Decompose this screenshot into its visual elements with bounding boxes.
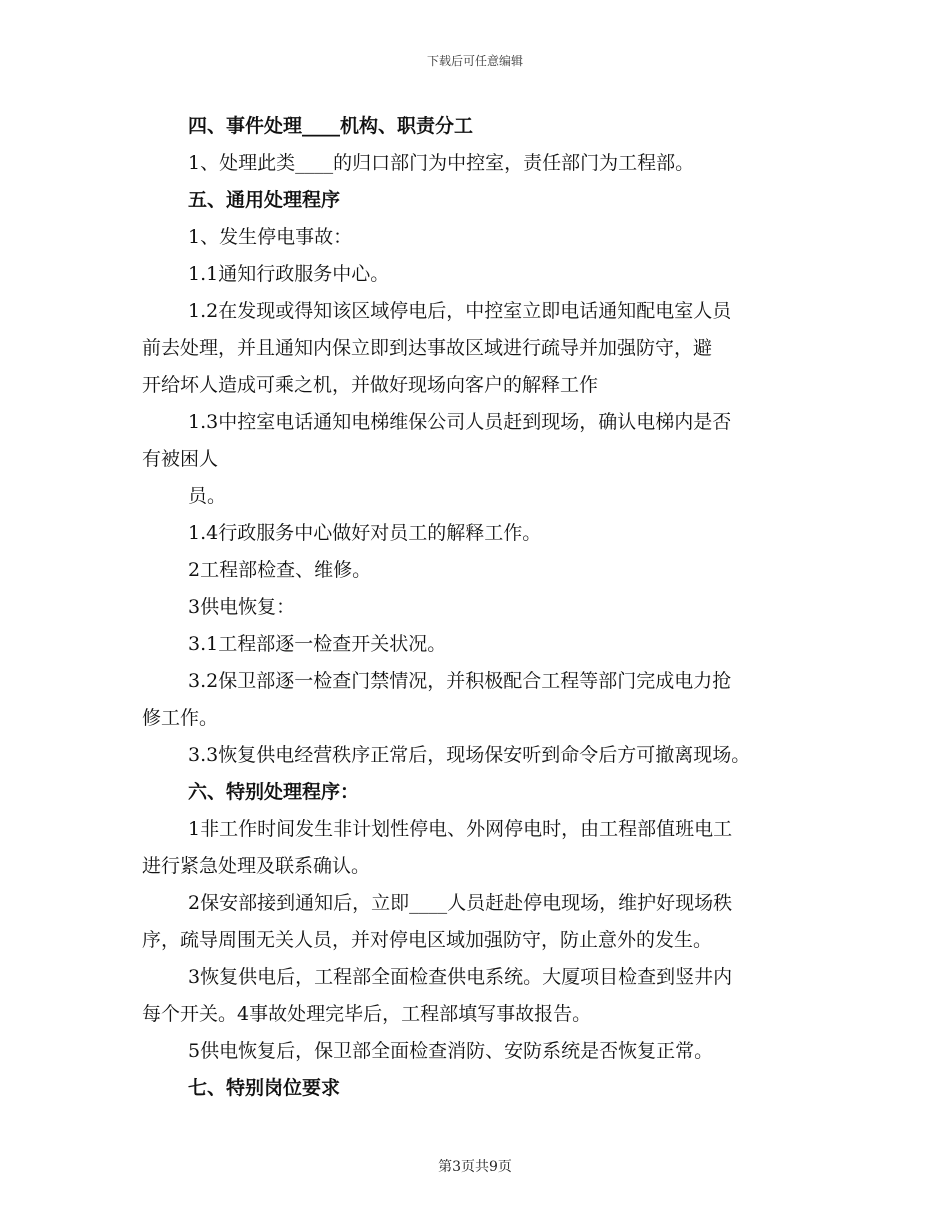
- section-heading: 六、特别处理程序：: [188, 781, 360, 803]
- paragraph-line: 1、发生停电事故：: [188, 226, 353, 248]
- paragraph-line: 1.4行政服务中心做好对员工的解释工作。: [188, 522, 542, 544]
- paragraph-line: 3.1工程部逐一检查开关状况。: [188, 633, 447, 655]
- paragraph-line: 前去处理，并且通知内保立即到达事故区域进行疏导并加强防守，避: [142, 337, 713, 359]
- paragraph-line: 员。: [188, 485, 227, 507]
- paragraph-line: 有被困人: [142, 448, 219, 470]
- paragraph-line: 开给坏人造成可乘之机，并做好现场向客户的解释工作: [142, 374, 599, 396]
- paragraph-line: 进行紧急处理及联系确认。: [142, 855, 371, 877]
- paragraph-line: 1非工作时间发生非计划性停电、外网停电时，由工程部值班电工: [188, 818, 733, 840]
- document-body: [142, 108, 842, 1107]
- paragraph-line: 3.2保卫部逐一检查门禁情况，并积极配合工程等部门完成电力抢: [188, 670, 732, 692]
- section-heading: 四、事件处理____机构、职责分工: [188, 115, 474, 137]
- page-footer: 第3页共9页: [438, 1159, 512, 1175]
- paragraph-line: 1、处理此类____的归口部门为中控室，责任部门为工程部。: [188, 152, 695, 174]
- paragraph-line: 3恢复供电后，工程部全面检查供电系统。大厦项目检查到竖井内: [188, 966, 733, 988]
- paragraph-line: 每个开关。4事故处理完毕后，工程部填写事故报告。: [142, 1003, 592, 1025]
- paragraph-line: 序，疏导周围无关人员，并对停电区域加强防守，防止意外的发生。: [142, 929, 713, 951]
- paragraph-line: 1.3中控室电话通知电梯维保公司人员赶到现场，确认电梯内是否: [188, 411, 732, 433]
- page-header: 下载后可任意编辑: [426, 54, 523, 68]
- section-heading: 七、特别岗位要求: [188, 1077, 341, 1099]
- section-heading: 五、通用处理程序: [188, 189, 341, 211]
- paragraph-line: 3.3恢复供电经营秩序正常后，现场保安听到命令后方可撤离现场。: [188, 744, 751, 766]
- paragraph-line: 修工作。: [142, 707, 219, 729]
- paragraph-line: 2工程部检查、维修。: [188, 559, 372, 581]
- paragraph-line: 2保安部接到通知后，立即____人员赶赴停电现场，维护好现场秩: [188, 892, 733, 914]
- paragraph-line: 1.1通知行政服务中心。: [188, 263, 390, 285]
- paragraph-line: 5供电恢复后，保卫部全面检查消防、安防系统是否恢复正常。: [188, 1040, 714, 1062]
- paragraph-line: 3供电恢复：: [188, 596, 296, 618]
- paragraph-line: 1.2在发现或得知该区域停电后，中控室立即电话通知配电室人员: [188, 300, 732, 322]
